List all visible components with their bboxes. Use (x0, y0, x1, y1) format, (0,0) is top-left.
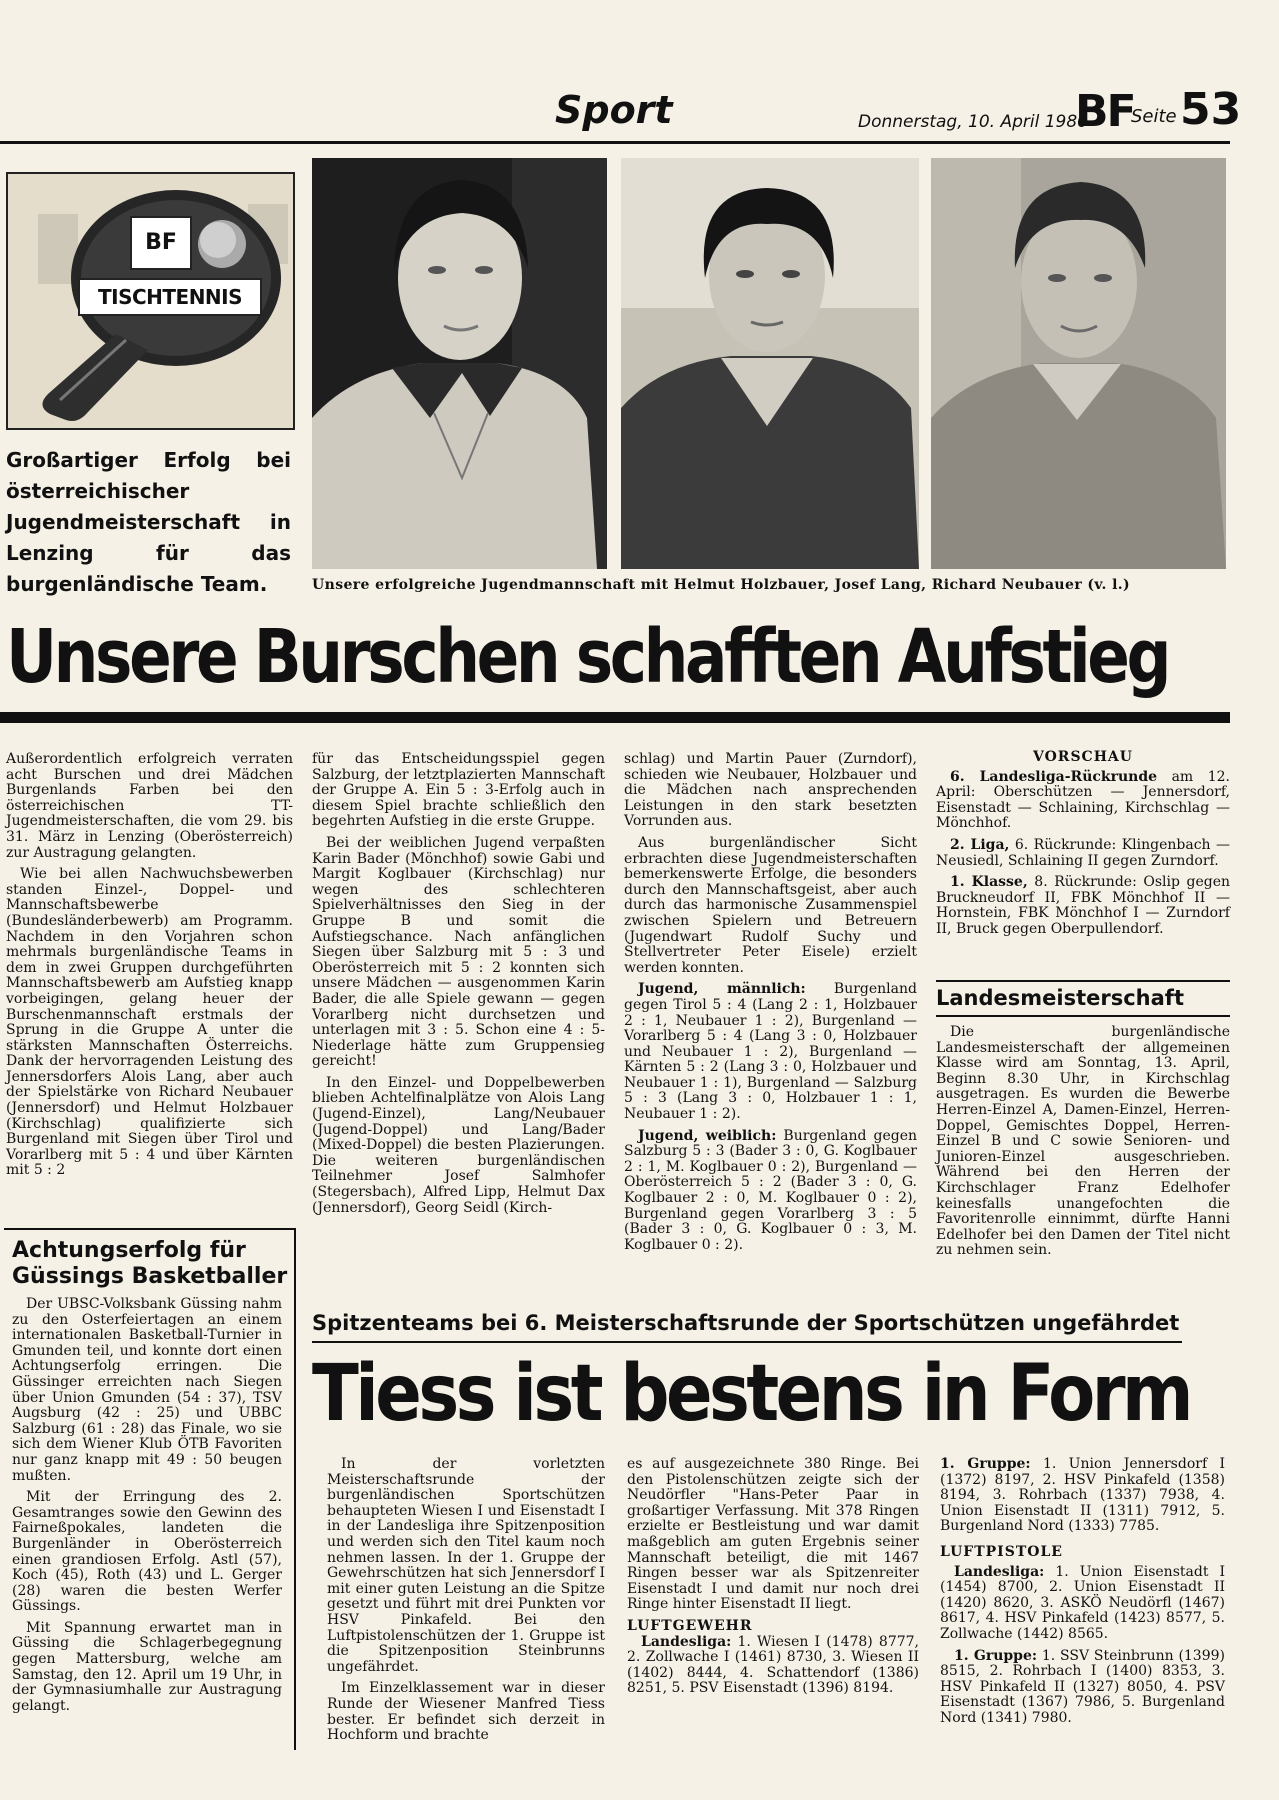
article-paragraph: In der vorletzten Meisterschaftsrunde der burgenländischen Sportschützen behaupteten Wiesen I und Eisenstadt I in der Landesliga ihre Spitzenposition und werden sich den Titel kaum noch nehmen lassen. In der 1. Gruppe der Gewehrschützen hat sich Jennersdorf I mit einer guten Leistung an die Spitze gesetzt und führt mit drei Punkten vor HSV Pinkafeld. Bei den Luftpistolenschützen der 1. Gruppe ist die Spitzenposition Steinbrunns ungefährdet. (327, 1456, 605, 1675)
vorschau-box (936, 750, 1230, 944)
article1-column-3 (624, 752, 917, 1259)
issue-date: Donnerstag, 10. April 1980 (858, 112, 1088, 132)
article-paragraph: schlag) und Martin Pauer (Zurndorf), schieden wie Neubauer, Holzbauer und die Mädchen nach ansprechenden Leistungen in den stark besetzten Vorrunden aus. (624, 751, 917, 830)
article-kicker: Großartiger Erfolg bei österreichischer Jugendmeisterschaft in Lenzing für das burgenländische Team. (6, 448, 291, 596)
results-female-label: Jugend, weiblich: (638, 1127, 777, 1144)
article1-column-1 (6, 752, 293, 1185)
basketball-text (12, 1297, 282, 1720)
headline-tiess: Tiess ist bestens in Form (312, 1349, 1191, 1439)
article-paragraph: Mit der Erringung des 2. Gesamtranges sowie den Gewinn des Fairneßpokales, landeten die Burgenländer in Oberösterreich einen grandiosen Erfolg. Astl (57), Koch (45), Roth (43) und L. Gerger (28) waren die besten Werfer Güssings. (12, 1489, 282, 1615)
article-paragraph: Wie bei allen Nachwuchsbewerben standen Einzel-, Doppel- und Mannschaftsbewerbe (Bundesländerbewerb) am Programm. Nachdem in den Vorjahren schon mehrmals burgenländische Teams in dem in zwei Gruppen durchgeführten Mannschaftsbewerb am Aufstieg knapp vorbeigingen, gelang heuer der Burschenmannschaft erstmals der Sprung in die Gruppe A unter die stärksten Mannschaften Österreichs. Dank der hervorragenden Leistung des Jennersdorfers Alois Lang, aber auch der Spielstärke von Richard Neubauer (Jennersdorf) und Helmut Holzbauer (Kirchschlag) qualifizierte sich Burgenland mit Siegen über Tirol und Vorarlberg mit 5 : 4 und über Kärnten mit 5 : 2 (6, 866, 293, 1179)
page-number: 53 (1180, 84, 1242, 135)
article-paragraph: Im Einzelklassement war in dieser Runde der Wiesener Manfred Tiess bester. Er befindet sich derzeit in Hochform und brachte (327, 1680, 605, 1744)
masthead-logo: BF (1075, 86, 1135, 137)
section-rule (936, 1015, 1230, 1017)
photo-helmut-holzbauer (312, 158, 607, 569)
basketball-title: Achtungserfolg für Güssings Basketballer (12, 1238, 288, 1289)
photo-josef-lang (621, 158, 919, 569)
landesmeisterschaft-sentence: Während bei den Herren der Kirchschlager Franz Edelhofer keinesfalls unangefochten die Favoritenrolle einnimmt, dürfte Hanni Edelhofer bei den Damen der Titel nicht zu nehmen sein. (936, 1164, 1230, 1259)
headline-aufstieg: Unsere Burschen schafften Aufstieg (6, 614, 1169, 700)
article1-column-2 (312, 752, 605, 1222)
tischtennis-logo (6, 172, 295, 430)
article-paragraph: Außerordentlich erfolgreich verraten acht Burschen und drei Mädchen Burgenlands Farben bei den österreichischen TT-Jugendmeisterschaften, die vom 29. bis 31. März in Lenzing (Oberösterreich) zur Austragung gelangten. (6, 751, 293, 861)
result-text: 1. Union Eisenstadt I (1454) 8700, 2. Union Eisenstadt II (1420) 8620, 3. ASKÖ Neudörfl (1467) 8617, 4. HSV Pinkafeld (1423) 8577, 5. Zollwache (1442) 8565. (940, 1563, 1226, 1642)
subhead-rule (312, 1341, 1182, 1343)
vorschau-title: VORSCHAU (1033, 749, 1133, 765)
landesmeisterschaft-text (936, 1025, 1230, 1265)
landesmeisterschaft-title: Landesmeisterschaft (936, 986, 1184, 1010)
results-female (624, 1129, 917, 1254)
photo-richard-neubauer (931, 158, 1226, 569)
article-paragraph: Aus burgenländischer Sicht erbrachten diese Jugendmeisterschaften bemerkenswerte Erfolge, die besonders durch den Mannschaftsgeist, aber auch durch das harmonische Zusammenspiel zwischen Spielern und Betreuern (Jugendwart Rudolf Suchy und Stellvertreter Peter Eisele) erzielt werden konnten. (624, 834, 917, 976)
article2-column-3 (940, 1457, 1225, 1733)
section-rule (936, 980, 1230, 982)
header-rule (0, 141, 1230, 144)
result-label: 1. Gruppe: (954, 1647, 1038, 1664)
vorschau-text: 6. Rückrunde: Klingenbach — Neusiedl, Schlaining II gegen Zurndorf. (936, 836, 1231, 869)
vorschau-label: 6. Landesliga-Rückrunde (950, 768, 1158, 785)
result-text: 1. SSV Steinbrunn (1399) 8515, 2. Rohrbach I (1400) 8353, 3. HSV Pinkafeld II (1327) 8050, 4. PSV Eisenstadt (1367) 7986, 5. Burgenland Nord (1341) 7980. (940, 1647, 1225, 1726)
section-title: Sport (555, 88, 673, 132)
article-paragraph: Der UBSC-Volksbank Güssing nahm zu den Osterfeiertagen an einem internationalen Basketball-Turnier in Gmunden teil, und konnte dort einen Achtungserfolg erringen. Die Güssinger erreichten nach Siegen über Union Gmunden (54 : 37), TSV Augsburg (42 : 25) und UBBC Salzburg (61 : 28) das Finale, wo sie sich dem Wiener Klub ÖTB Favoriten nur ganz knapp mit 49 : 50 beugen mußten. (12, 1296, 282, 1484)
results-female-text: Burgenland gegen Salzburg 5 : 3 (Bader 3 : 0, G. Koglbauer 2 : 1, M. Koglbauer 0 : 2), Burgenland — Oberösterreich 5 : 2 (Bader 3 : 0, G. Koglbauer 2 : 0, M. Koglbauer 0 : 2), Burgenland gegen Vorarlberg 3 : 5 (Bader 3 : 0, G. Koglbauer 0 : 3, M. Koglbauer 0 : 2). (624, 1127, 918, 1253)
article-paragraph: Bei der weiblichen Jugend verpaßten Karin Bader (Mönchhof) sowie Gabi und Margit Koglbauer (Kirchschlag) nur wegen des schlechteren Spielverhältnisses den Sieg in der Gruppe B und somit die Aufstiegschance. Nach anfänglichen Siegen über Salzburg mit 5 : 3 und Oberösterreich mit 5 : 2 konnten sich unsere Mädchen — ausgenommen Karin Bader, die alle Spiele gewann — gegen Vorarlberg nicht durchsetzen und unterlagen mit 3 : 5. Schon eine 4 : 5-Niederlage hätte zum Gruppensieg gereicht! (312, 834, 605, 1070)
results-male-label: Jugend, männlich: (638, 981, 806, 998)
logo-label: TISCHTENNIS (78, 278, 262, 316)
luftpistole-title: LUFTPISTOLE (940, 1543, 1063, 1560)
landesmeisterschaft-sentence: Es wurden die Bewerbe Herren-Einzel A, Damen-Einzel, Herren-Doppel, Gemischtes Doppel, Herren-Einzel B und C sowie Senioren- und Junioren-Einzel ausgeschrieben. (936, 1086, 1231, 1165)
article-paragraph: Mit Spannung erwartet man in Güssing die Schlagerbegegnung gegen Mattersburg, welche am Samstag, den 12. April um 19 Uhr, in der Gymnasiumhalle zur Austragung gelangt. (12, 1619, 282, 1714)
result-label: 1. Gruppe: (940, 1456, 1031, 1472)
article2-column-1 (327, 1457, 605, 1750)
vorschau-text: am 12. April: Oberschützen — Jennersdorf, Eisenstadt — Schlaining, Kirchschlag — Mönchhof. (936, 768, 1231, 832)
results-male-text: Burgenland gegen Tirol 5 : 4 (Lang 2 : 1, Holzbauer 2 : 1, Neubauer 1 : 2), Burgenland — Vorarlberg 5 : 4 (Lang 3 : 0, Holzbauer und Neubauer 1 : 2), Burgenland — Kärnten 5 : 2 (Lang 3 : 0, Holzbauer und Neubauer 1 : 1), Burgenland — Salzburg 5 : 3 (Lang 3 : 0, Holzbauer 1 : 1, Neubauer 1 : 2). (624, 981, 917, 1123)
results-male (624, 982, 917, 1122)
vorschau-label: 1. Klasse, (950, 874, 1028, 891)
vorschau-label: 2. Liga, (950, 836, 1010, 853)
photo-caption: Unsere erfolgreiche Jugendmannschaft mit Helmut Holzbauer, Josef Lang, Richard Neubauer (v. l.) (312, 577, 1131, 593)
vorschau-text: 8. Rückrunde: Oslip gegen Bruckneudorf II, FBK Mönchhof II — Hornstein, FBK Mönchhof I — Zurndorf II, Bruck gegen Oberpullendorf. (936, 874, 1231, 937)
article2-subhead: Spitzenteams bei 6. Meisterschaftsrunde der Sportschützen ungefährdet (312, 1311, 1180, 1335)
page-label: Seite (1131, 106, 1177, 127)
article-paragraph: In den Einzel- und Doppelbewerben blieben Achtelfinalplätze von Alois Lang (Jugend-Einzel), Lang/Neubauer (Jugend-Doppel) und Lang/Bader (Mixed-Doppel) die besten Plazierungen. Die weiteren burgenländischen Teilnehmer Josef Salmhofer (Stegersbach), Alfred Lipp, Helmut Dax (Jennersdorf), Georg Seidl (Kirch- (312, 1074, 605, 1216)
logo-brand: BF (130, 216, 192, 270)
article-paragraph: es auf ausgezeichnete 380 Ringe. Bei den Pistolenschützen zeigte sich der Neudörfler "Hans-Peter Paar in großartiger Verfassung. Mit 378 Ringen erzielte er Bestleistung und war damit maßgeblich am guten Ergebnis seiner Mannschaft beteiligt, die mit 1467 Ringen besser war als Spitzenreiter Eisenstadt I und damit nur noch drei Ringe hinter Eisenstadt II liegt. (627, 1456, 919, 1613)
headline-rule (0, 712, 1230, 723)
article2-column-2 (627, 1457, 919, 1703)
result-text: 1. Union Jennersdorf I (1372) 8197, 2. HSV Pinkafeld (1358) 8194, 3. Rohrbach (1337) 7938, 4. Union Eisenstadt II (1311) 7912, 5. Burgenland Nord (1333) 7785. (940, 1456, 1226, 1535)
article-paragraph: für das Entscheidungsspiel gegen Salzburg, der letztplazierten Mannschaft der Gruppe A. Ein 5 : 3-Erfolg auch in diesem Spiel brachte schließlich den begehrten Aufstieg in die erste Gruppe. (312, 751, 605, 830)
result-label: Landesliga: (954, 1563, 1045, 1580)
result-text: 1. Wiesen I (1478) 8777, 2. Zollwache I (1461) 8730, 3. Wiesen II (1402) 8444, 4. Schattendorf (1386) 8251, 5. PSV Eisenstadt (1396) 8194. (627, 1633, 920, 1697)
luftgewehr-title: LUFTGEWEHR (627, 1617, 753, 1634)
landesmeisterschaft-sentence: Die burgenländische Landesmeisterschaft der allgemeinen Klasse wird am Sonntag, 13. April, Beginn 8.30 Uhr, in Kirchschlag ausgetragen. (936, 1024, 1230, 1103)
result-label: Landesliga: (641, 1633, 732, 1650)
